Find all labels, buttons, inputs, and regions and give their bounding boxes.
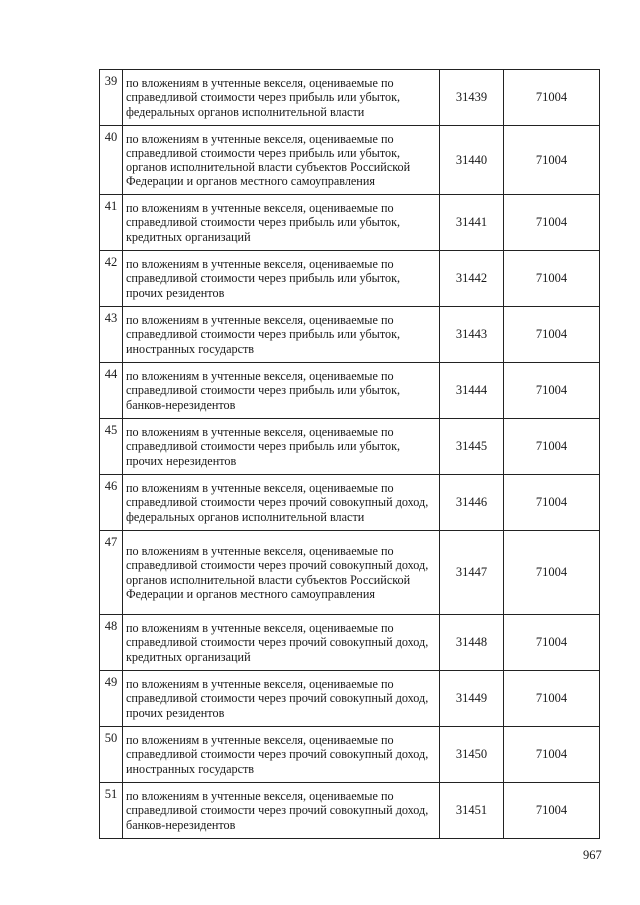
row-number: 40 xyxy=(100,126,123,195)
row-description: по вложениям в учтенные векселя, оцениваемые по справедливой стоимости через прибыль или убыток, органов исполнительной власти субъектов Российской Федерации и органов местного самоуправления xyxy=(123,126,440,195)
row-description: по вложениям в учтенные векселя, оцениваемые по справедливой стоимости через прочий совокупный доход, банков-нерезидентов xyxy=(123,783,440,839)
symbol-code: 71004 xyxy=(504,475,600,531)
row-description: по вложениям в учтенные векселя, оцениваемые по справедливой стоимости через прибыль или убыток, прочих нерезидентов xyxy=(123,419,440,475)
account-number: 31441 xyxy=(440,195,504,251)
row-number: 49 xyxy=(100,671,123,727)
account-number: 31444 xyxy=(440,363,504,419)
symbol-code: 71004 xyxy=(504,126,600,195)
row-number: 51 xyxy=(100,783,123,839)
row-description: по вложениям в учтенные векселя, оцениваемые по справедливой стоимости через прочий совокупный доход, органов исполнительной власти субъектов Российской Федерации и органов местного самоуправления xyxy=(123,531,440,615)
symbol-code: 71004 xyxy=(504,251,600,307)
table-row xyxy=(100,615,600,671)
account-number: 31450 xyxy=(440,727,504,783)
row-description: по вложениям в учтенные векселя, оцениваемые по справедливой стоимости через прибыль или убыток, кредитных организаций xyxy=(123,195,440,251)
row-description: по вложениям в учтенные векселя, оцениваемые по справедливой стоимости через прибыль или убыток, банков-нерезидентов xyxy=(123,363,440,419)
row-number: 39 xyxy=(100,70,123,126)
row-description: по вложениям в учтенные векселя, оцениваемые по справедливой стоимости через прочий совокупный доход, прочих резидентов xyxy=(123,671,440,727)
row-number: 42 xyxy=(100,251,123,307)
account-number: 31443 xyxy=(440,307,504,363)
account-number: 31447 xyxy=(440,531,504,615)
row-number: 43 xyxy=(100,307,123,363)
account-number: 31449 xyxy=(440,671,504,727)
symbol-code: 71004 xyxy=(504,531,600,615)
table-body xyxy=(100,70,600,839)
account-number: 31448 xyxy=(440,615,504,671)
row-number: 46 xyxy=(100,475,123,531)
account-number: 31451 xyxy=(440,783,504,839)
row-description: по вложениям в учтенные векселя, оцениваемые по справедливой стоимости через прочий совокупный доход, иностранных государств xyxy=(123,727,440,783)
symbol-code: 71004 xyxy=(504,307,600,363)
table-row xyxy=(100,475,600,531)
symbol-code: 71004 xyxy=(504,783,600,839)
table-row xyxy=(100,671,600,727)
symbol-code: 71004 xyxy=(504,727,600,783)
table-row xyxy=(100,251,600,307)
row-description: по вложениям в учтенные векселя, оцениваемые по справедливой стоимости через прочий совокупный доход, федеральных органов исполнительной власти xyxy=(123,475,440,531)
row-number: 48 xyxy=(100,615,123,671)
accounts-table xyxy=(99,69,600,839)
account-number: 31439 xyxy=(440,70,504,126)
symbol-code: 71004 xyxy=(504,419,600,475)
table-row xyxy=(100,363,600,419)
page-number: 967 xyxy=(583,848,602,862)
table-row xyxy=(100,727,600,783)
row-description: по вложениям в учтенные векселя, оцениваемые по справедливой стоимости через прибыль или убыток, федеральных органов исполнительной власти xyxy=(123,70,440,126)
table-row xyxy=(100,70,600,126)
row-description: по вложениям в учтенные векселя, оцениваемые по справедливой стоимости через прочий совокупный доход, кредитных организаций xyxy=(123,615,440,671)
symbol-code: 71004 xyxy=(504,195,600,251)
row-number: 45 xyxy=(100,419,123,475)
row-number: 47 xyxy=(100,531,123,615)
row-description: по вложениям в учтенные векселя, оцениваемые по справедливой стоимости через прибыль или убыток, прочих резидентов xyxy=(123,251,440,307)
table-row xyxy=(100,307,600,363)
table-row xyxy=(100,126,600,195)
account-number: 31442 xyxy=(440,251,504,307)
symbol-code: 71004 xyxy=(504,363,600,419)
account-number: 31445 xyxy=(440,419,504,475)
table-row xyxy=(100,531,600,615)
row-description: по вложениям в учтенные векселя, оцениваемые по справедливой стоимости через прибыль или убыток, иностранных государств xyxy=(123,307,440,363)
table-row xyxy=(100,783,600,839)
row-number: 50 xyxy=(100,727,123,783)
symbol-code: 71004 xyxy=(504,615,600,671)
table-row xyxy=(100,195,600,251)
row-number: 44 xyxy=(100,363,123,419)
row-number: 41 xyxy=(100,195,123,251)
table-row xyxy=(100,419,600,475)
symbol-code: 71004 xyxy=(504,671,600,727)
symbol-code: 71004 xyxy=(504,70,600,126)
account-number: 31446 xyxy=(440,475,504,531)
account-number: 31440 xyxy=(440,126,504,195)
